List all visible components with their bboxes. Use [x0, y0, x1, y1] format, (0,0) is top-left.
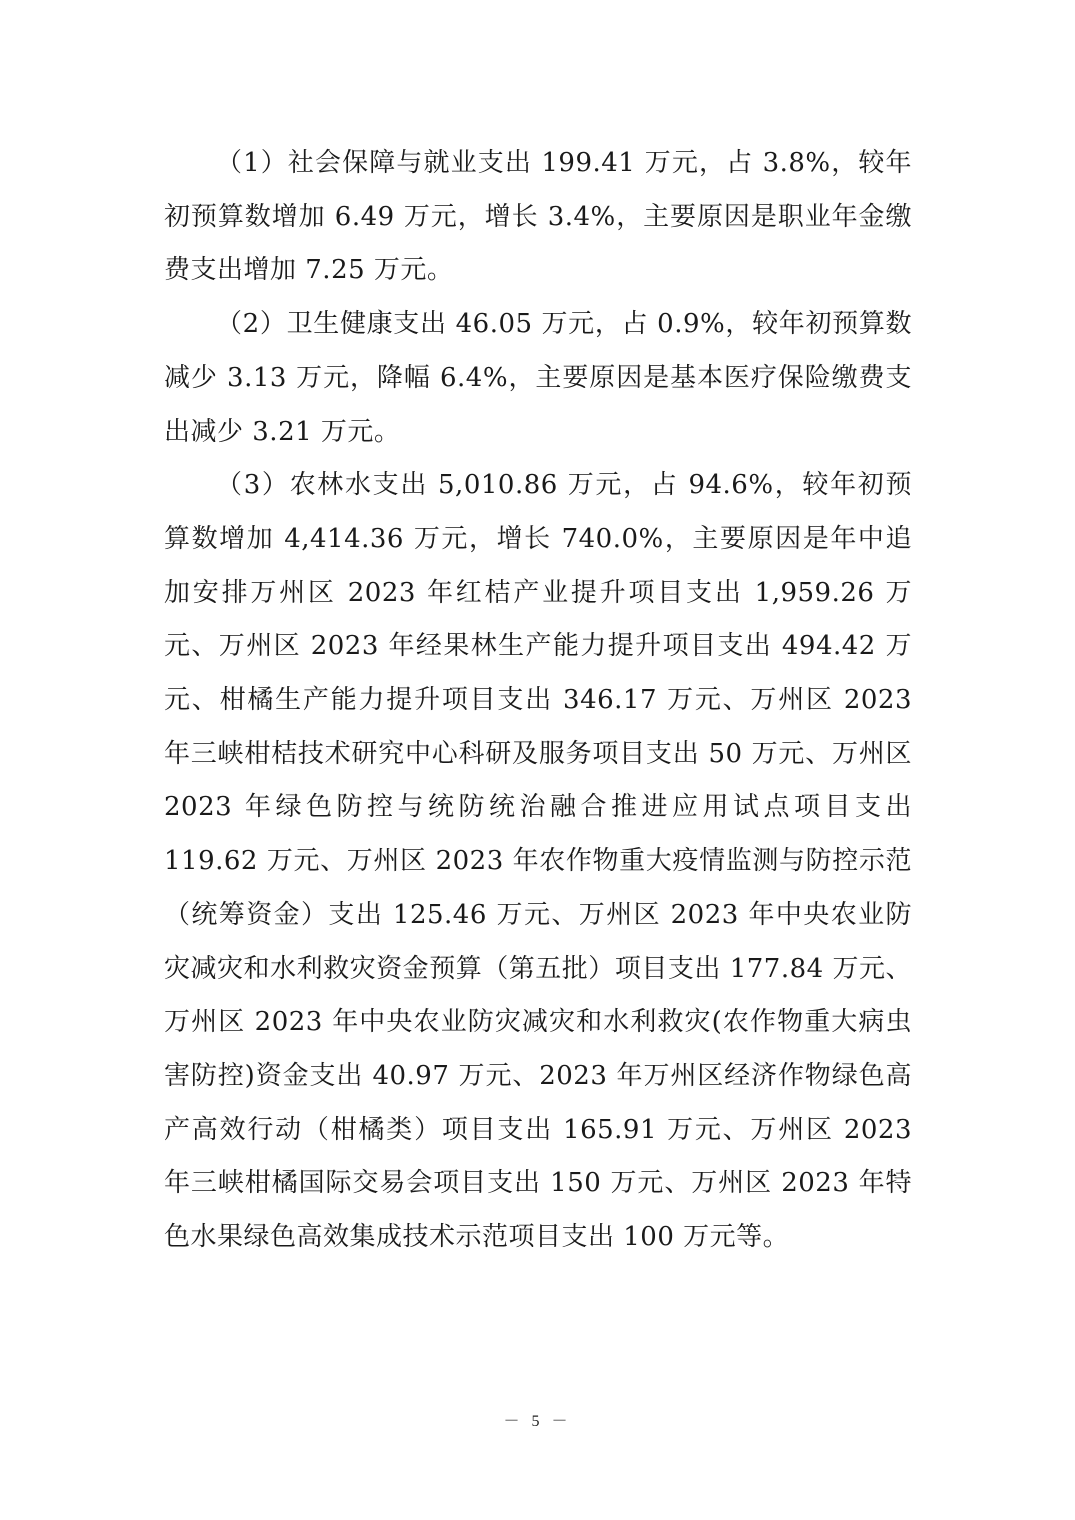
body-text [164, 137, 912, 1265]
page-number: － 5 － [503, 1413, 572, 1430]
paragraph-social-security: （1）社会保障与就业支出 199.41 万元，占 3.8%，较年初预算数增加 6.49 万元，增长 3.4%，主要原因是职业年金缴费支出增加 7.25 万元。 [164, 148, 912, 286]
paragraph-agriculture: （3）农林水支出 5,010.86 万元，占 94.6%，较年初预算数增加 4,414.36 万元，增长 740.0%，主要原因是年中追加安排万州区 2023 年红桔产业提升项目支出 1,959.26 万元、万州区 2023 年经果林生产能力提升项目支出 494.42 万元、柑橘生产能力提升项目支出 346.17 万元、万州区 2023 年三峡柑桔技术研究中心科研及服务项目支出 50 万元、万州区 2023 年绿色防控与统防统治融合推进应用试点项目支出 119.62 万元、万州区 2023 年农作物重大疫情监测与防控示范（统筹资金）支出 125.46 万元、万州区 2023 年中央农业防灾减灾和水利救灾资金预算（第五批）项目支出 177.84 万元、万州区 2023 年中央农业防灾减灾和水利救灾(农作物重大病虫害防控)资金支出 40.97 万元、2023 年万州区经济作物绿色高产高效行动（柑橘类）项目支出 165.91 万元、万州区 2023 年三峡柑橘国际交易会项目支出 150 万元、万州区 2023 年特色水果绿色高效集成技术示范项目支出 100 万元等。 [164, 470, 912, 1253]
paragraph-health: （2）卫生健康支出 46.05 万元，占 0.9%，较年初预算数减少 3.13 万元，降幅 6.4%，主要原因是基本医疗保险缴费支出减少 3.21 万元。 [164, 309, 912, 447]
